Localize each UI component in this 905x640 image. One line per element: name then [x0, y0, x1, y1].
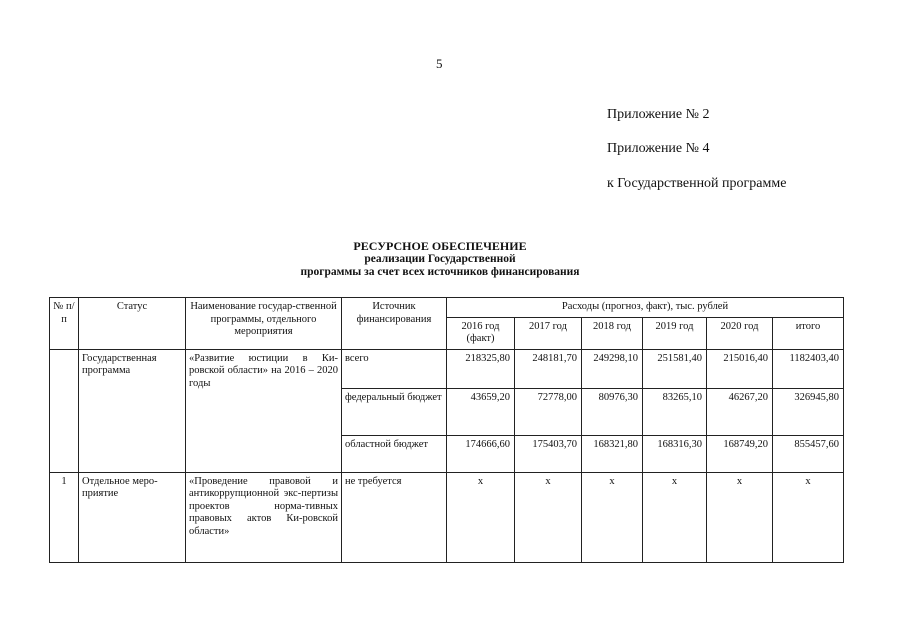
table-row [50, 472, 844, 562]
appendix-line-2: Приложение № 4 [607, 141, 710, 156]
title-line-2: реализации Государственной [364, 253, 516, 265]
value-cell: 80976,30 [582, 388, 643, 435]
program-status: Государственная программа [79, 349, 186, 472]
title-line-3: программы за счет всех источников финансирования [300, 266, 580, 278]
value-cell: 168321,80 [582, 435, 643, 472]
value-cell: x [515, 472, 582, 562]
value-cell: 855457,60 [773, 435, 844, 472]
source-cell: не требуется [342, 472, 447, 562]
value-cell: 1182403,40 [773, 349, 844, 388]
table-row [50, 349, 844, 388]
page-number: 5 [436, 56, 443, 71]
header-year-2019: 2019 год [643, 317, 707, 349]
header-expenses: Расходы (прогноз, факт), тыс. рублей [447, 298, 844, 318]
value-cell: 46267,20 [707, 388, 773, 435]
header-source: Источник финансирования [342, 298, 447, 350]
source-cell: федеральный бюджет [342, 388, 447, 435]
value-cell: 326945,80 [773, 388, 844, 435]
source-cell: областной бюджет [342, 435, 447, 472]
value-cell: 168749,20 [707, 435, 773, 472]
value-cell: 174666,60 [447, 435, 515, 472]
title-line-1: РЕСУРСНОЕ ОБЕСПЕЧЕНИЕ [353, 239, 527, 253]
activity-name: «Проведение правовой и антикоррупционной экс-пертизы проектов норма-тивных правовых актов Ки-ровской области» [186, 472, 342, 562]
value-cell: x [707, 472, 773, 562]
value-cell: 43659,20 [447, 388, 515, 435]
value-cell: x [643, 472, 707, 562]
resource-table [49, 297, 844, 563]
header-year-2016: 2016 год (факт) [447, 317, 515, 349]
header-year-2020: 2020 год [707, 317, 773, 349]
value-cell: x [447, 472, 515, 562]
header-num: № п/п [50, 298, 79, 350]
value-cell: 249298,10 [582, 349, 643, 388]
header-year-2017: 2017 год [515, 317, 582, 349]
source-cell: всего [342, 349, 447, 388]
document-title [240, 240, 640, 279]
value-cell: x [773, 472, 844, 562]
value-cell: x [582, 472, 643, 562]
activity-num: 1 [50, 472, 79, 562]
header-name: Наименование государ-ственной программы, отдельного мероприятия [186, 298, 342, 350]
header-year-2018: 2018 год [582, 317, 643, 349]
appendix-line-1: Приложение № 2 [607, 107, 710, 122]
value-cell: 248181,70 [515, 349, 582, 388]
value-cell: 251581,40 [643, 349, 707, 388]
appendix-line-3: к Государственной программе [607, 176, 787, 191]
value-cell: 175403,70 [515, 435, 582, 472]
value-cell: 72778,00 [515, 388, 582, 435]
value-cell: 83265,10 [643, 388, 707, 435]
value-cell: 168316,30 [643, 435, 707, 472]
header-row-1 [50, 298, 844, 318]
activity-status: Отдельное меро-приятие [79, 472, 186, 562]
program-num [50, 349, 79, 472]
value-cell: 215016,40 [707, 349, 773, 388]
program-name: «Развитие юстиции в Ки-ровской области» на 2016 – 2020 годы [186, 349, 342, 472]
value-cell: 218325,80 [447, 349, 515, 388]
header-status: Статус [79, 298, 186, 350]
header-total: итого [773, 317, 844, 349]
